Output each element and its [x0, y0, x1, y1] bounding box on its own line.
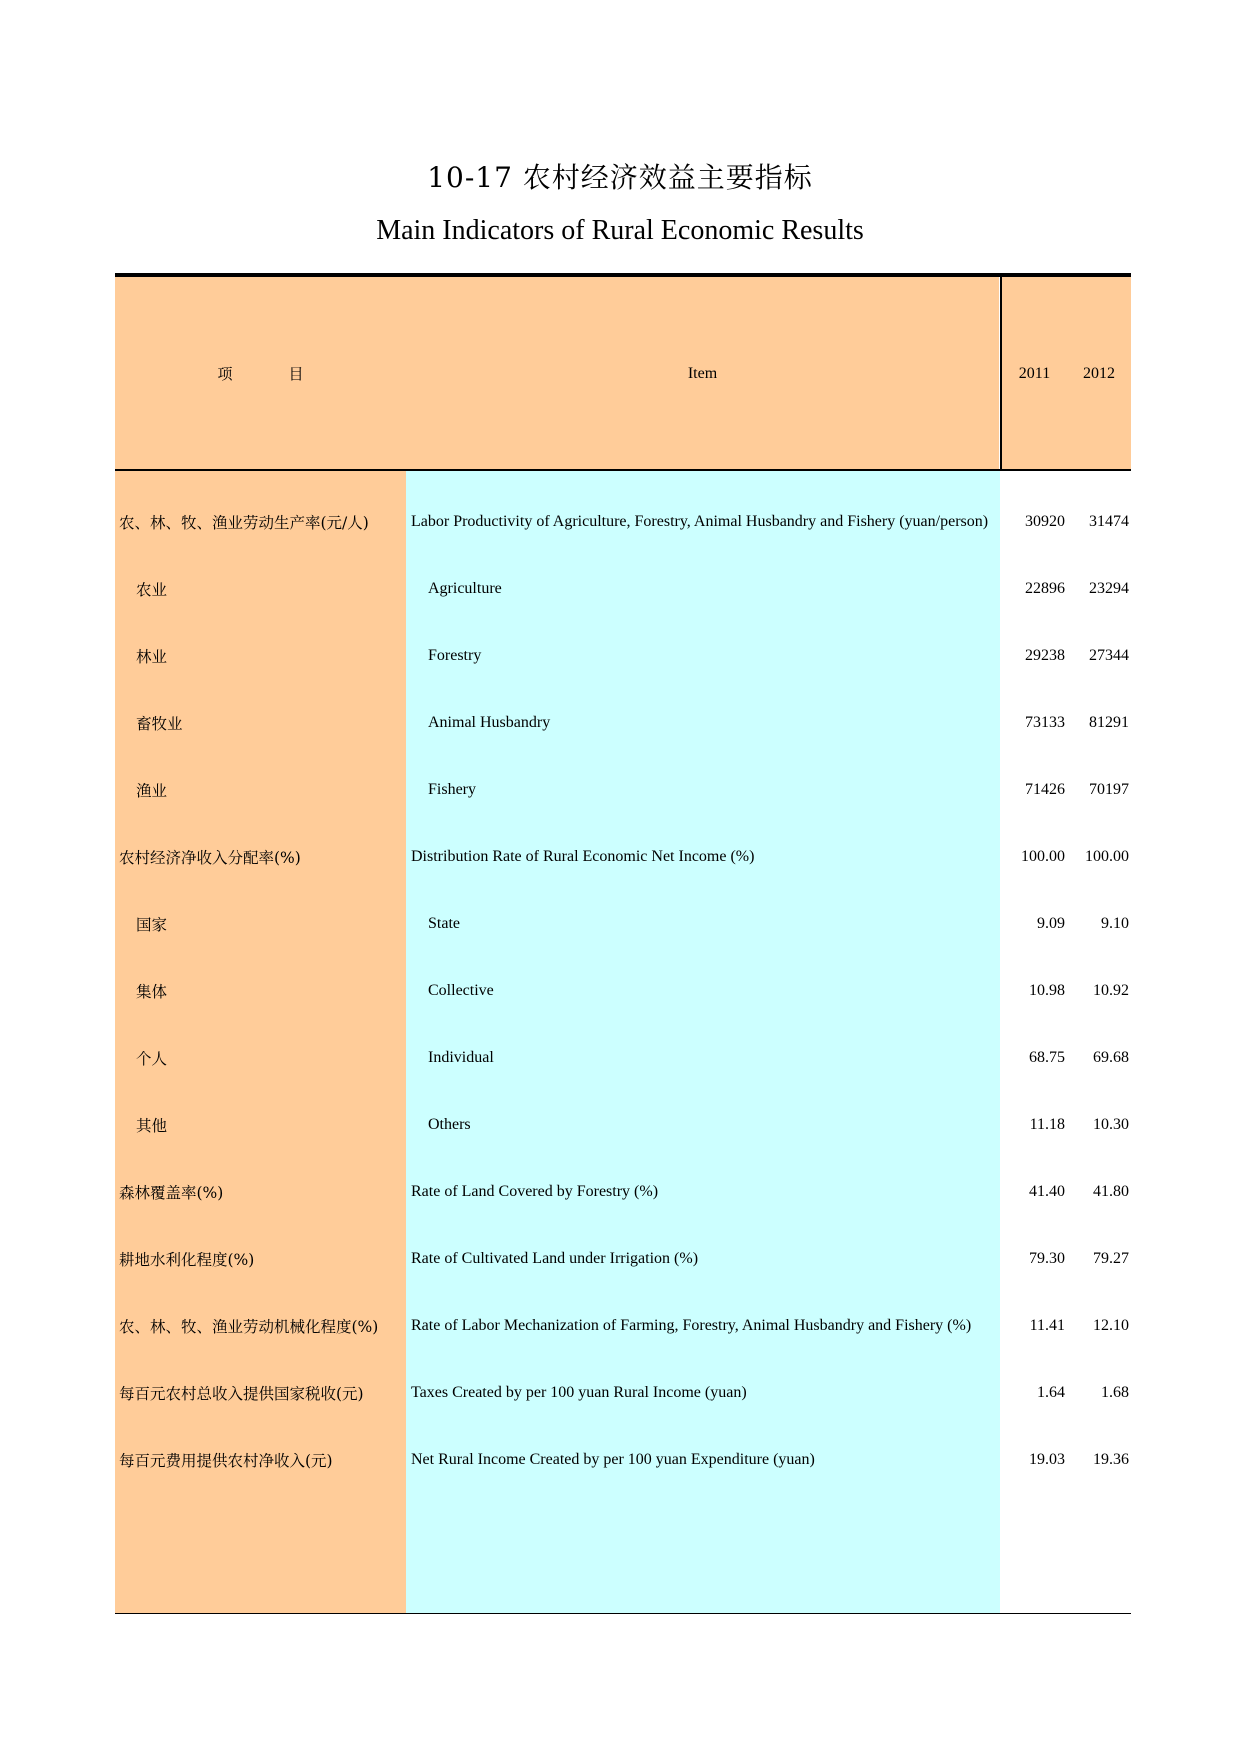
row-value-2012: 1.68 — [1101, 1383, 1129, 1401]
table-row — [115, 1087, 1131, 1162]
row-value-2012: 31474 — [1089, 512, 1129, 530]
row-item-chinese: 农、林、牧、渔业劳动生产率(元/人) — [119, 513, 369, 532]
row-value-2012: 41.80 — [1093, 1182, 1129, 1200]
table-row — [115, 551, 1131, 626]
row-value-2011: 100.00 — [1021, 847, 1065, 865]
row-item-english: Rate of Cultivated Land under Irrigation (%) — [411, 1249, 699, 1267]
table-row — [115, 1355, 1131, 1430]
row-item-chinese: 集体 — [136, 982, 168, 1001]
row-value-2011: 1.64 — [1037, 1383, 1065, 1401]
table-row — [115, 618, 1131, 693]
table-row — [115, 953, 1131, 1028]
table-row — [115, 685, 1131, 760]
row-item-chinese: 森林覆盖率(%) — [119, 1183, 224, 1202]
row-value-2011: 22896 — [1025, 579, 1065, 597]
row-item-english: Animal Husbandry — [428, 713, 551, 731]
row-item-english: Individual — [428, 1048, 494, 1066]
table-row — [115, 1154, 1131, 1229]
row-item-chinese: 农村经济净收入分配率(%) — [119, 848, 301, 867]
table-row — [115, 1020, 1131, 1095]
row-item-english: Fishery — [428, 780, 476, 798]
row-value-2011: 9.09 — [1037, 914, 1065, 932]
row-item-chinese: 渔业 — [136, 781, 168, 800]
row-value-2011: 30920 — [1025, 512, 1065, 530]
row-value-2011: 41.40 — [1029, 1182, 1065, 1200]
row-item-english: Taxes Created by per 100 yuan Rural Income (yuan) — [411, 1383, 747, 1401]
header-year-2011: 2011 — [1000, 277, 1069, 470]
header-year-2012: 2012 — [1067, 277, 1131, 470]
row-value-2012: 19.36 — [1093, 1450, 1129, 1468]
row-item-chinese: 农、林、牧、渔业劳动机械化程度(%) — [119, 1317, 379, 1336]
row-value-2011: 71426 — [1025, 780, 1065, 798]
row-item-chinese: 个人 — [136, 1049, 168, 1068]
table-row — [115, 886, 1131, 961]
row-value-2011: 11.41 — [1029, 1316, 1065, 1334]
table-row — [115, 1221, 1131, 1296]
table-row — [115, 1422, 1131, 1497]
row-item-chinese: 农业 — [136, 580, 168, 599]
row-item-chinese: 耕地水利化程度(%) — [119, 1250, 255, 1269]
row-value-2012: 12.10 — [1093, 1316, 1129, 1334]
row-value-2011: 68.75 — [1029, 1048, 1065, 1066]
row-value-2011: 79.30 — [1029, 1249, 1065, 1267]
header-item-english: Item — [406, 277, 999, 470]
row-value-2012: 27344 — [1089, 646, 1129, 664]
page-title-english: Main Indicators of Rural Economic Results — [376, 215, 864, 246]
header-item-chinese — [115, 277, 406, 470]
row-item-english: Forestry — [428, 646, 482, 664]
row-value-2012: 70197 — [1089, 780, 1129, 798]
row-value-2011: 11.18 — [1029, 1115, 1065, 1133]
row-item-english: Rate of Labor Mechanization of Farming, Forestry, Animal Husbandry and Fishery (%) — [411, 1316, 972, 1334]
page-title-chinese: 10-17 农村经济效益主要指标 — [427, 161, 813, 194]
row-item-english: State — [428, 914, 460, 932]
row-value-2012: 100.00 — [1085, 847, 1129, 865]
row-value-2011: 19.03 — [1029, 1450, 1065, 1468]
table-row — [115, 819, 1131, 894]
row-value-2012: 23294 — [1089, 579, 1129, 597]
table-bottom-rule — [115, 1613, 1131, 1614]
row-value-2011: 73133 — [1025, 713, 1065, 731]
row-value-2012: 10.92 — [1093, 981, 1129, 999]
row-value-2011: 10.98 — [1029, 981, 1065, 999]
row-value-2012: 79.27 — [1093, 1249, 1129, 1267]
table-row — [115, 752, 1131, 827]
header-item-chinese-right: 目 — [288, 365, 304, 383]
row-item-english: Agriculture — [428, 579, 502, 597]
table-row — [115, 484, 1131, 559]
row-item-chinese: 其他 — [136, 1116, 168, 1135]
row-value-2012: 9.10 — [1101, 914, 1129, 932]
header-item-chinese-left: 项 — [217, 365, 233, 383]
row-item-chinese: 每百元农村总收入提供国家税收(元) — [119, 1384, 364, 1403]
row-value-2012: 69.68 — [1093, 1048, 1129, 1066]
row-item-english: Others — [428, 1115, 471, 1133]
row-item-chinese: 畜牧业 — [136, 714, 183, 733]
row-item-english: Distribution Rate of Rural Economic Net Income (%) — [411, 847, 755, 865]
table-row — [115, 1288, 1131, 1363]
row-value-2012: 81291 — [1089, 713, 1129, 731]
row-item-english: Net Rural Income Created by per 100 yuan Expenditure (yuan) — [411, 1450, 815, 1468]
row-item-chinese: 林业 — [136, 647, 168, 666]
row-item-english: Rate of Land Covered by Forestry (%) — [411, 1182, 659, 1200]
row-value-2012: 10.30 — [1093, 1115, 1129, 1133]
row-item-english: Collective — [428, 981, 494, 999]
row-item-chinese: 每百元费用提供农村净收入(元) — [119, 1451, 333, 1470]
row-value-2011: 29238 — [1025, 646, 1065, 664]
row-item-english: Labor Productivity of Agriculture, Forestry, Animal Husbandry and Fishery (yuan/person) — [411, 512, 989, 530]
row-item-chinese: 国家 — [136, 915, 168, 934]
